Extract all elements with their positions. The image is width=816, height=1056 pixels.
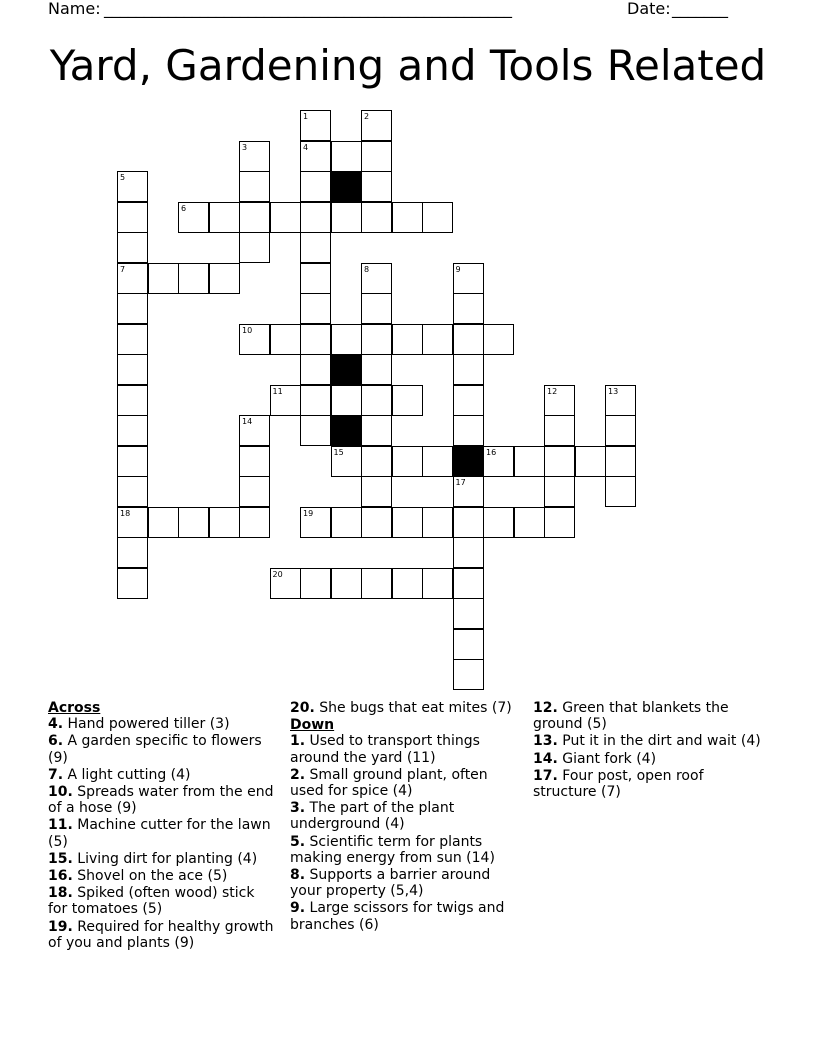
clue-number: 8 <box>364 264 370 274</box>
clue-number: 16 <box>486 447 497 457</box>
clue-item-text: Scientific term for plants making energy from sun (14) <box>290 833 495 866</box>
grid-cell[interactable] <box>239 232 270 263</box>
grid-cell[interactable] <box>361 293 392 324</box>
grid-cell[interactable] <box>239 476 270 507</box>
grid-cell[interactable] <box>117 354 148 385</box>
grid-cell[interactable] <box>117 324 148 355</box>
grid-cell[interactable] <box>483 507 514 538</box>
clue-item-text: A light cutting (4) <box>63 766 191 783</box>
clue-item <box>533 733 763 749</box>
grid-cell[interactable] <box>331 202 362 233</box>
grid-cell[interactable] <box>422 202 453 233</box>
grid-cell[interactable] <box>117 415 148 446</box>
grid-cell[interactable] <box>239 171 270 202</box>
grid-cell[interactable] <box>453 537 484 568</box>
grid-cell[interactable] <box>117 568 148 599</box>
grid-cell[interactable] <box>453 598 484 629</box>
grid-cell[interactable] <box>300 385 331 416</box>
clue-item-text: Supports a barrier around your property (5,4) <box>290 867 491 900</box>
grid-cell[interactable] <box>117 293 148 324</box>
grid-cell[interactable] <box>392 324 423 355</box>
grid-cell[interactable] <box>544 446 575 477</box>
grid-cell[interactable] <box>117 171 148 202</box>
clue-item-text: Shovel on the ace (5) <box>72 868 228 885</box>
grid-cell[interactable] <box>270 324 301 355</box>
grid-cell[interactable] <box>361 446 392 477</box>
grid-cell[interactable] <box>483 324 514 355</box>
clue-item-text: The part of the plant underground (4) <box>290 800 455 833</box>
clue-number: 18 <box>120 508 131 518</box>
grid-block-cell <box>331 171 362 202</box>
clue-item <box>48 885 278 917</box>
clue-item-text: Four post, open roof structure (7) <box>533 767 704 801</box>
clue-item <box>48 716 278 732</box>
clue-item-text: Hand powered tiller (3) <box>63 716 230 733</box>
clue-item-number: 9. <box>290 900 306 917</box>
date-label: Date: <box>627 0 671 18</box>
name-label: Name: <box>48 0 101 18</box>
clue-item-number: 1. <box>290 733 306 750</box>
grid-cell[interactable] <box>453 659 484 690</box>
clue-item <box>290 700 520 716</box>
grid-cell[interactable] <box>361 507 392 538</box>
grid-cell[interactable] <box>453 263 484 294</box>
grid-cell[interactable] <box>453 385 484 416</box>
clue-item <box>48 733 278 765</box>
grid-cell[interactable] <box>331 507 362 538</box>
grid-cell[interactable] <box>117 446 148 477</box>
clue-item-text: Giant fork (4) <box>557 750 657 767</box>
grid-cell[interactable] <box>239 415 270 446</box>
grid-cell[interactable] <box>117 232 148 263</box>
puzzle-title: Yard, Gardening and Tools Related <box>49 41 767 90</box>
clues-column-2 <box>290 700 520 934</box>
clue-item-text: She bugs that eat mites (7) <box>314 700 512 716</box>
clue-item-number: 18. <box>48 885 73 902</box>
clue-number: 17 <box>455 478 466 487</box>
grid-cell[interactable] <box>361 415 392 446</box>
clue-item <box>290 767 520 799</box>
clue-number: 7 <box>120 264 126 274</box>
clue-item <box>48 919 278 951</box>
grid-cell[interactable] <box>605 476 636 507</box>
clue-number: 9 <box>455 264 461 274</box>
clue-item-number: 14. <box>533 750 558 767</box>
grid-cell[interactable] <box>453 507 484 538</box>
clue-item-number: 5. <box>290 833 306 850</box>
clue-item <box>48 784 278 816</box>
grid-cell[interactable] <box>422 568 453 599</box>
clues-column-3 <box>533 700 763 801</box>
grid-cell[interactable] <box>514 507 545 538</box>
clue-item-text: Used to transport things around the yard (11) <box>290 733 480 766</box>
clue-number: 1 <box>303 112 309 121</box>
clue-number: 20 <box>272 569 283 579</box>
grid-cell[interactable] <box>300 507 331 538</box>
across-clue-list <box>48 716 278 951</box>
grid-block-cell <box>331 415 362 446</box>
grid-cell[interactable] <box>239 202 270 233</box>
grid-cell[interactable] <box>361 324 392 355</box>
across-heading: Across <box>48 700 101 716</box>
grid-cell[interactable] <box>300 232 331 263</box>
grid-cell[interactable] <box>544 415 575 446</box>
clue-number: 3 <box>242 142 248 152</box>
grid-cell[interactable] <box>453 476 484 507</box>
grid-cell[interactable] <box>209 263 240 294</box>
grid-cell[interactable] <box>270 385 301 416</box>
grid-cell[interactable] <box>117 537 148 568</box>
grid-cell[interactable] <box>453 293 484 324</box>
grid-block-cell <box>453 446 484 477</box>
clue-item-number: 4. <box>48 716 64 733</box>
clue-number: 6 <box>181 203 187 213</box>
grid-cell[interactable] <box>239 324 270 355</box>
grid-cell[interactable] <box>239 446 270 477</box>
clue-item-text: Required for healthy growth of you and plants (9) <box>48 918 274 951</box>
grid-cell[interactable] <box>575 446 606 477</box>
grid-cell[interactable] <box>270 568 301 599</box>
clue-number: 13 <box>608 386 619 396</box>
grid-cell[interactable] <box>392 202 423 233</box>
clue-number: 11 <box>272 386 283 396</box>
grid-cell[interactable] <box>178 507 209 538</box>
down-clue-list-continued <box>533 700 763 800</box>
grid-cell[interactable] <box>453 354 484 385</box>
grid-cell[interactable] <box>331 385 362 416</box>
grid-cell[interactable] <box>300 415 331 446</box>
clue-number: 15 <box>333 447 344 457</box>
grid-cell[interactable] <box>392 446 423 477</box>
clue-item <box>48 817 278 849</box>
down-heading: Down <box>290 717 335 734</box>
clue-item <box>290 800 520 832</box>
grid-cell[interactable] <box>605 385 636 416</box>
grid-cell[interactable] <box>605 415 636 446</box>
grid-cell[interactable] <box>422 446 453 477</box>
clue-item-number: 19. <box>48 918 73 935</box>
grid-cell[interactable] <box>300 171 331 202</box>
clue-item-text: A garden specific to flowers (9) <box>48 733 262 766</box>
grid-cell[interactable] <box>300 110 331 141</box>
clue-item-number: 8. <box>290 867 306 884</box>
grid-cell[interactable] <box>361 385 392 416</box>
clue-item-text: Living dirt for planting (4) <box>72 850 258 867</box>
clue-item-text: Small ground plant, often used for spice (4) <box>290 766 488 800</box>
clues-column-1 <box>48 700 278 952</box>
clue-item <box>290 900 520 932</box>
clue-item-number: 20. <box>290 700 315 716</box>
clue-item <box>290 834 520 866</box>
clue-item <box>48 868 278 884</box>
grid-cell[interactable] <box>209 507 240 538</box>
clue-item-number: 6. <box>48 733 64 750</box>
clue-item-number: 3. <box>290 800 306 817</box>
grid-cell[interactable] <box>300 141 331 172</box>
grid-cell[interactable] <box>422 507 453 538</box>
date-blank-line: _______ <box>672 0 728 18</box>
clue-item <box>290 867 520 899</box>
clue-number: 19 <box>303 508 314 518</box>
clue-item <box>290 733 520 765</box>
grid-cell[interactable] <box>544 385 575 416</box>
grid-cell[interactable] <box>453 629 484 660</box>
grid-cell[interactable] <box>148 263 179 294</box>
clue-item-text: Spreads water from the end of a hose (9) <box>48 784 274 817</box>
clue-number: 2 <box>364 112 370 121</box>
clue-item-number: 13. <box>533 733 558 750</box>
grid-cell[interactable] <box>331 568 362 599</box>
clue-number: 5 <box>120 173 126 182</box>
grid-cell[interactable] <box>514 446 545 477</box>
clue-item-number: 15. <box>48 850 73 867</box>
clue-item <box>533 768 763 800</box>
grid-cell[interactable] <box>361 171 392 202</box>
clue-item-text: Spiked (often wood) stick for tomatoes (5) <box>48 885 255 918</box>
clue-item-text: Machine cutter for the lawn (5) <box>48 817 271 850</box>
grid-cell[interactable] <box>361 476 392 507</box>
grid-cell[interactable] <box>331 141 362 172</box>
grid-cell[interactable] <box>544 476 575 507</box>
clue-item-number: 2. <box>290 766 306 783</box>
grid-cell[interactable] <box>453 415 484 446</box>
grid-cell[interactable] <box>361 141 392 172</box>
clue-item <box>533 751 763 767</box>
grid-cell[interactable] <box>117 476 148 507</box>
grid-cell[interactable] <box>361 354 392 385</box>
clue-item-text: Put it in the dirt and wait (4) <box>557 733 761 750</box>
grid-cell[interactable] <box>270 202 301 233</box>
grid-cell[interactable] <box>300 293 331 324</box>
clue-number: 10 <box>242 325 253 335</box>
grid-cell[interactable] <box>331 324 362 355</box>
grid-cell[interactable] <box>300 324 331 355</box>
grid-cell[interactable] <box>148 507 179 538</box>
grid-cell[interactable] <box>331 446 362 477</box>
clue-item-number: 12. <box>533 700 558 716</box>
grid-cell[interactable] <box>117 263 148 294</box>
grid-cell[interactable] <box>361 263 392 294</box>
clue-item <box>533 700 763 732</box>
clue-item-text: Large scissors for twigs and branches (6) <box>290 900 505 933</box>
grid-cell[interactable] <box>483 446 514 477</box>
grid-cell[interactable] <box>392 385 423 416</box>
grid-cell[interactable] <box>361 568 392 599</box>
grid-cell[interactable] <box>239 141 270 172</box>
grid-cell[interactable] <box>117 202 148 233</box>
grid-cell[interactable] <box>361 110 392 141</box>
clue-number: 14 <box>242 417 253 426</box>
clue-item <box>48 767 278 783</box>
clue-item <box>48 851 278 867</box>
grid-cell[interactable] <box>300 354 331 385</box>
clue-item-number: 17. <box>533 767 558 784</box>
grid-cell[interactable] <box>605 446 636 477</box>
grid-cell[interactable] <box>178 202 209 233</box>
down-clue-list <box>290 733 520 932</box>
across-clue-list-continued <box>290 700 520 716</box>
grid-cell[interactable] <box>178 263 209 294</box>
grid-cell[interactable] <box>392 507 423 538</box>
grid-cell[interactable] <box>453 568 484 599</box>
grid-cell[interactable] <box>239 507 270 538</box>
clue-number: 4 <box>303 142 309 152</box>
grid-cell[interactable] <box>209 202 240 233</box>
clue-number: 12 <box>547 386 558 396</box>
clue-item-number: 10. <box>48 784 73 801</box>
grid-cell[interactable] <box>361 202 392 233</box>
grid-cell[interactable] <box>117 385 148 416</box>
grid-cell[interactable] <box>544 507 575 538</box>
clue-item-number: 7. <box>48 766 64 783</box>
grid-cell[interactable] <box>422 324 453 355</box>
grid-cell[interactable] <box>300 202 331 233</box>
grid-cell[interactable] <box>300 263 331 294</box>
clue-item-text: Green that blankets the ground (5) <box>533 700 729 733</box>
grid-cell[interactable] <box>300 568 331 599</box>
grid-block-cell <box>331 354 362 385</box>
clue-item-number: 11. <box>48 817 73 834</box>
name-blank-line: ___________________________________________________ <box>104 0 512 18</box>
clue-item-number: 16. <box>48 868 73 885</box>
grid-cell[interactable] <box>392 568 423 599</box>
grid-cell[interactable] <box>453 324 484 355</box>
grid-cell[interactable] <box>117 507 148 538</box>
